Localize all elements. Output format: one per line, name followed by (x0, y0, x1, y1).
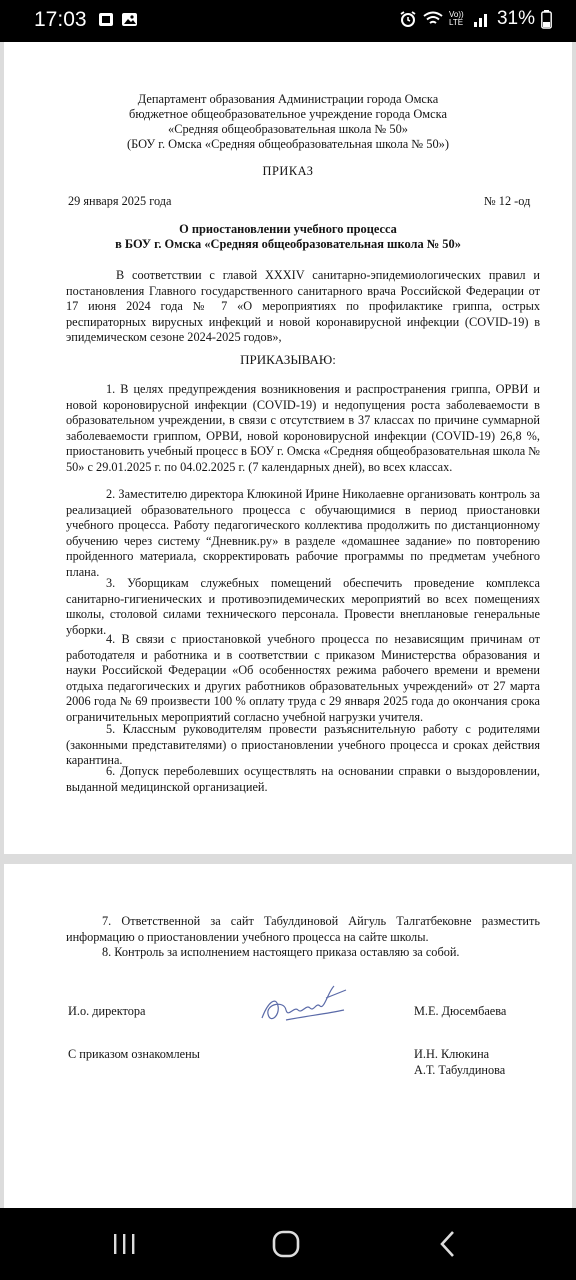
doc-title-line-1: О приостановлении учебного процесса (179, 222, 397, 236)
signal-text: Vo)) LTE (448, 10, 464, 27)
doc-type: ПРИКАЗ (262, 164, 314, 178)
navigation-bar (0, 1208, 576, 1280)
acquainted-name-1: И.Н. Клюкина (414, 1047, 490, 1061)
document-page-2 (4, 864, 572, 1208)
document-viewer[interactable] (0, 42, 576, 1208)
acquainted-label: С приказом ознакомлены (68, 1047, 200, 1061)
status-time: 17:03 (34, 8, 87, 31)
signature-icon (256, 980, 352, 1030)
header-line-1: Департамент образования Администрации города Омска (137, 92, 439, 106)
doc-number: № 12 -од (484, 194, 531, 208)
order-item-4: 4. В связи с приостановкой учебного процесса по независящим причинам от работодателя и работника и в соответствии с приказом Министерства образования и науки Российской Федерации «Об особенностях режима рабочего времени и времени отдыха педагогических и других работников образовательных учреждений» от 27 марта 2006 года № 69 произвести 100 % оплату труда с 29 января 2025 года до окончания срока ограничительных мероприятий согласно учебной нагрузки учителя. (66, 632, 540, 724)
director-name: М.Е. Дюсембаева (414, 1004, 507, 1018)
signal-bars-icon (473, 11, 491, 27)
order-item-7: 7. Ответственной за сайт Табулдиновой Айгуль Талгатбековне разместить информацию о приостановлении учебного процесса на сайте школы. (66, 914, 540, 944)
home-icon (266, 1226, 306, 1262)
status-bar (0, 0, 576, 42)
status-right (399, 8, 552, 30)
wifi-icon (423, 11, 443, 27)
battery-percent: 31% (496, 8, 535, 29)
preamble: В соответствии с главой XXXIV санитарно-эпидемиологических правил и постановления Главного государственного санитарного врача Российской Федерации от 17 июня 2024 года № 7 «О мероприятиях по профилактике гриппа, острых респираторных вирусных инфекций и новой коронавирусной инфекции (COVID-19) в эпидемическом сезоне 2024-2025 годов», (66, 268, 540, 345)
order-item-2: 2. Заместителю директора Клюкиной Ирине Николаевне организовать контроль за реализацией образовательного процесса с обучающимися в период приостановки учебного процесса. Работу педагогического коллектива продолжить по дистанционному обучению через систему “Дневник.ру» в разделе «домашнее задание» по повторению пройденного материала, скорректировать рабочие программы по предметам учебного плана. (66, 487, 540, 579)
header-line-2: бюджетное общеобразовательное учреждение города Омска (129, 107, 447, 121)
notification-icon (98, 11, 115, 28)
alarm-icon (399, 10, 417, 28)
recents-button[interactable] (104, 1226, 144, 1262)
header-line-3: «Средняя общеобразовательная школа № 50» (168, 122, 408, 136)
director-label: И.о. директора (68, 1004, 146, 1018)
order-item-6: 6. Допуск переболевших осуществлять на основании справки о выздоровлении, выданной медицинской организацией. (66, 764, 540, 794)
order-item-8: 8. Контроль за исполнением настоящего приказа оставляю за собой. (102, 945, 460, 959)
order-item-1: 1. В целях предупреждения возникновения и распространения гриппа, ОРВИ и новой короновирусной инфекции (COVID-19) и недопущения роста заболеваемости в образовательном учреждении, в связи с отсутствием в 37 классах по причине суммарной заболеваемости гриппом, ОРВИ, новой короновирусной инфекции (COVID-19) 26,8 %, приостановить учебный процесс в БОУ г. Омска «Средняя общеобразовательная школа № 50» с 29.01.2025 г. по 04.02.2025 г. (7 календарных дней), во всех классах. (66, 382, 540, 474)
order-item-3: 3. Уборщикам служебных помещений обеспечить проведение комплекса санитарно-гигиенических и противоэпидемических мероприятий во всех помещениях школы, столовой силами технического персонала. Провести внеплановые генеральные уборки. (66, 576, 540, 637)
signature (256, 980, 352, 1030)
order-word: ПРИКАЗЫВАЮ: (240, 352, 336, 367)
order-item-5: 5. Классным руководителям провести разъяснительную работу с родителями (законными представителями) о приостановлении учебного процесса и сроках действия карантина. (66, 722, 540, 768)
gallery-icon (121, 11, 138, 28)
recents-icon (104, 1226, 144, 1262)
back-button[interactable] (428, 1226, 468, 1262)
doc-date: 29 января 2025 года (68, 194, 172, 208)
acquainted-name-2: А.Т. Табулдинова (414, 1063, 506, 1077)
document-page-1 (4, 42, 572, 854)
home-button[interactable] (266, 1226, 306, 1262)
doc-title-line-2: в БОУ г. Омска «Средняя общеобразовательная школа № 50» (115, 237, 461, 251)
battery-icon (541, 10, 552, 29)
header-line-4: (БОУ г. Омска «Средняя общеобразовательная школа № 50») (127, 137, 449, 151)
back-icon (428, 1226, 468, 1262)
